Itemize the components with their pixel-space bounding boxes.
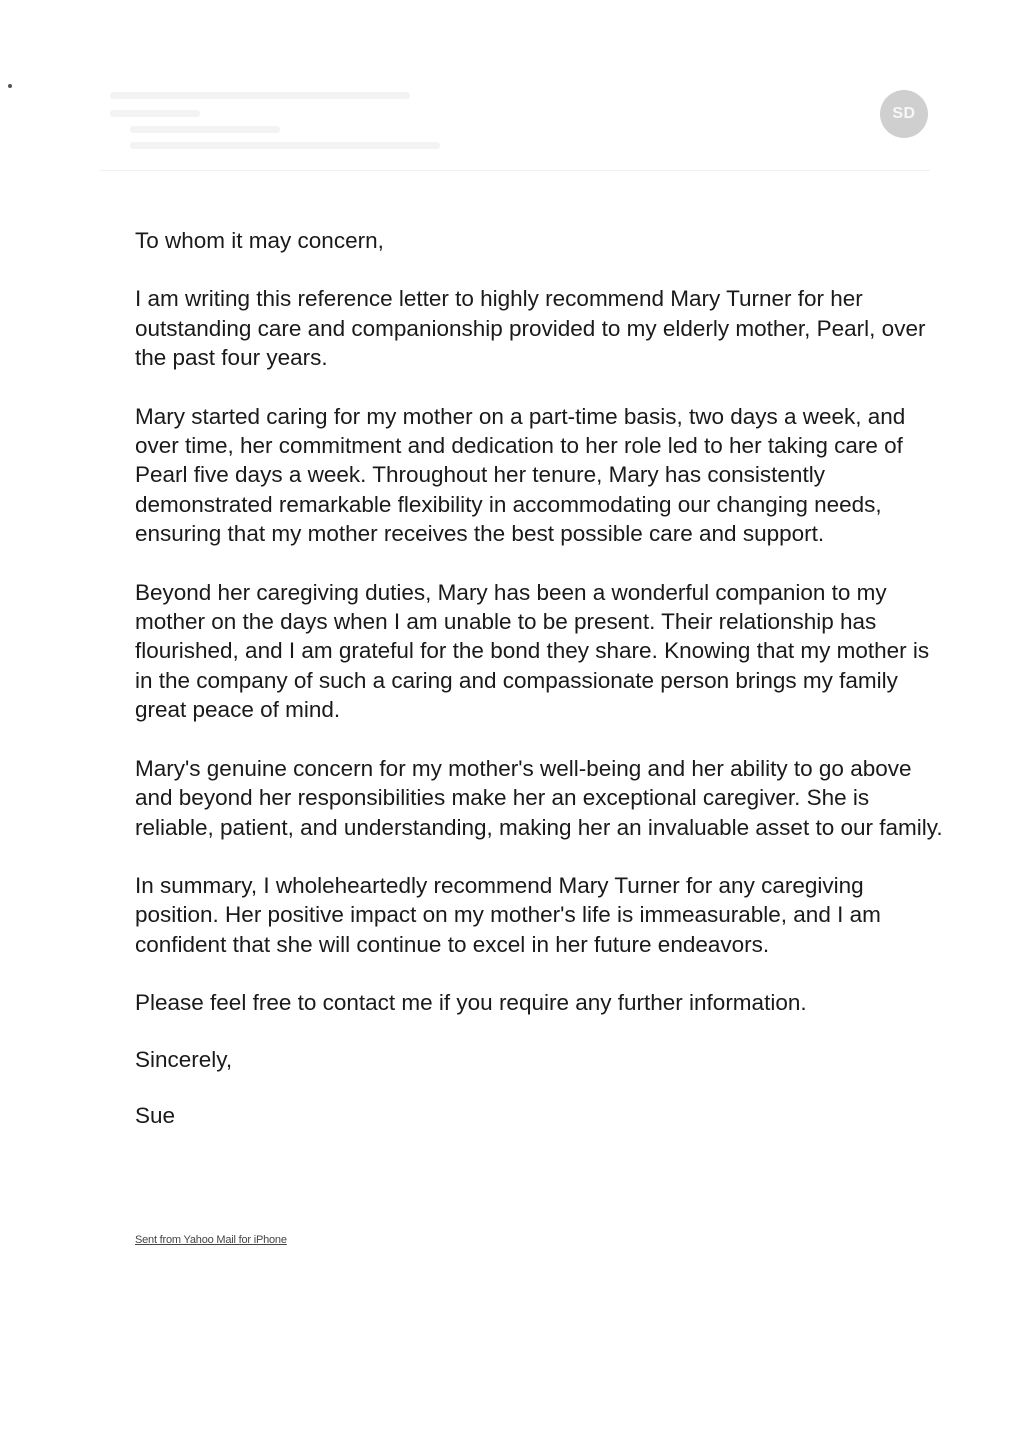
- signature: Sue: [135, 1102, 176, 1128]
- faded-recipient-line: [110, 110, 200, 117]
- faded-sender-line: [110, 92, 410, 99]
- paragraph-qualities: Mary's genuine concern for my mother's well-being and her ability to go above and beyond her responsibilities make her an exceptional caregiver. She is reliable, patient, and understanding, making her an invaluable asset to our family.: [135, 755, 943, 840]
- sent-from-link[interactable]: Sent from Yahoo Mail for iPhone: [135, 1234, 287, 1246]
- faded-date-line: [130, 126, 280, 133]
- faded-subject-line: [130, 142, 440, 149]
- scan-speck: [8, 84, 12, 88]
- sender-avatar: SD: [880, 90, 928, 138]
- faded-email-header: [100, 84, 930, 171]
- paragraph-intro: I am writing this reference letter to highly recommend Mary Turner for her outstanding care and companionship provided to my elderly mother, Pearl, over the past four years.: [135, 286, 926, 371]
- letter-body: [135, 226, 945, 1159]
- salutation: To whom it may concern,: [135, 228, 384, 253]
- closing: Sincerely,: [135, 1046, 233, 1072]
- paragraph-contact: Please feel free to contact me if you require any further information.: [135, 990, 807, 1016]
- paragraph-history: Mary started caring for my mother on a part-time basis, two days a week, and over time, her commitment and dedication to her role led to her taking care of Pearl five days a week. Throughout her tenure, Mary has consistently demonstrated remarkable flexibility in accommodating our changing needs, ensuring that my mother receives the best possible care and support.: [135, 403, 906, 547]
- paragraph-companionship: Beyond her caregiving duties, Mary has been a wonderful companion to my mother on the days when I am unable to be present. Their relationship has flourished, and I am grateful for the bond they share. Knowing that my mother is in the company of such a caring and compassionate person brings my family great peace of mind.: [135, 579, 930, 723]
- paragraph-summary: In summary, I wholeheartedly recommend Mary Turner for any caregiving position. Her positive impact on my mother's life is immeasurable, and I am confident that she will continue to excel in her future endeavors.: [135, 872, 881, 957]
